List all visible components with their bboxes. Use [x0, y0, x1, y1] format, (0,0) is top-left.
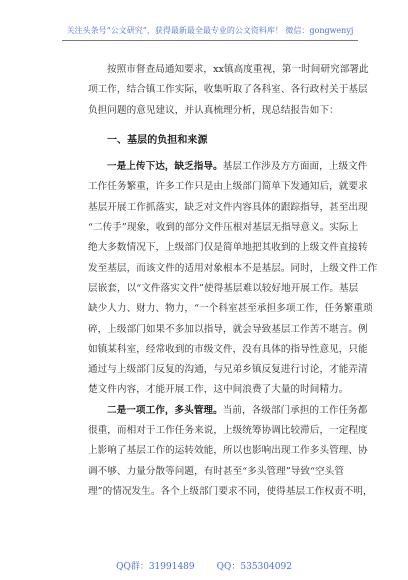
footer-qq-group: QQ群：31991489: [116, 562, 195, 572]
paragraph-line: 上影响了基层工作的运转效能，所以也影响出现工作多头管理、协: [88, 445, 368, 457]
document-body: [88, 60, 378, 502]
paragraph-line: 碎，上级部门如果不多加以指导，就会导致基层工作苦不堪言。例: [88, 323, 368, 335]
paragraph-line: 按照市督查局通知要求，xx镇高度重视，第一时间研究部署此: [107, 64, 369, 75]
paragraph-line: 基层开展工作抓落实，缺乏对文件内容具体的跟踪指导，甚至出现: [88, 201, 368, 213]
paragraph-line: 很重，而相对于工作任务来说，上级统筹协调比较滞后，一定程度: [88, 425, 368, 437]
paragraph-line: 如镇某科室，经常收到的市级文件，没有具体的指导性意见，只能: [88, 343, 368, 355]
paragraph-line: 调不够、力量分散等问题，有时甚至“多头管理”导致“空头管: [88, 465, 344, 477]
paragraph-line: 楚文件内容，才能开展工作，这中间浪费了大量的时间精力。: [88, 384, 349, 396]
point-lead: 一是上传下达，缺乏指导。: [107, 161, 223, 173]
paragraph-line: 负担问题的意见建议，并认真梳理分析，现总结报告如下：: [88, 104, 339, 116]
paragraph-line: “二传手”现象，收到的部分文件压根对基层无指导意义。实际上: [88, 222, 359, 234]
paragraph-line: 工作任务繁重，许多工作只是由上级部门简单下发通知后，就要求: [88, 181, 368, 193]
paragraph-line: 项工作，结合镇工作实际，收集听取了各科室、各行政村关于基层: [88, 84, 368, 96]
paragraph-line: 绝大多数情况下，上级部门仅是简单地把其收到的上级文件直接转: [88, 242, 368, 254]
paragraph-line: 理”的情况发生。各个上级部门要求不同，使得基层工作权责不明，: [88, 485, 373, 497]
section-heading: 一、基层的负担和来源: [107, 134, 208, 146]
footer-qq: QQ：535304092: [216, 562, 292, 572]
header-banner-text: 关注头条号“公文研究”，获得最新最全最专业的公文资料库！ 微信：gongwenyj: [66, 26, 354, 35]
paragraph-line: 缺少人力、财力、物力，“一个科室甚至承担多项工作，任务繁重琐: [88, 303, 373, 315]
paragraph-line: [88, 157, 368, 177]
paragraph-line: 通过与上级部门反复的沟通，与兄弟乡镇反复进行讨论，才能弄清: [88, 364, 368, 376]
point-lead: 二是一项工作，多头管理。: [107, 404, 223, 416]
paragraph-line: [88, 401, 368, 421]
paragraph-line: 发至基层，而该文件的适用对象根本不是基层。同时，上级文件工作: [88, 262, 378, 274]
point-text: 当前，各级部门承担的工作任务都: [222, 404, 368, 416]
page-header: [62, 0, 358, 44]
page-footer: [0, 561, 408, 573]
point-text: 基层工作涉及方方面面，上级文件: [222, 161, 368, 173]
header-divider: [62, 40, 358, 41]
paragraph-line: 层嵌套，以“文件落实文件”使得基层难以较好地开展工作。基层: [88, 282, 359, 294]
